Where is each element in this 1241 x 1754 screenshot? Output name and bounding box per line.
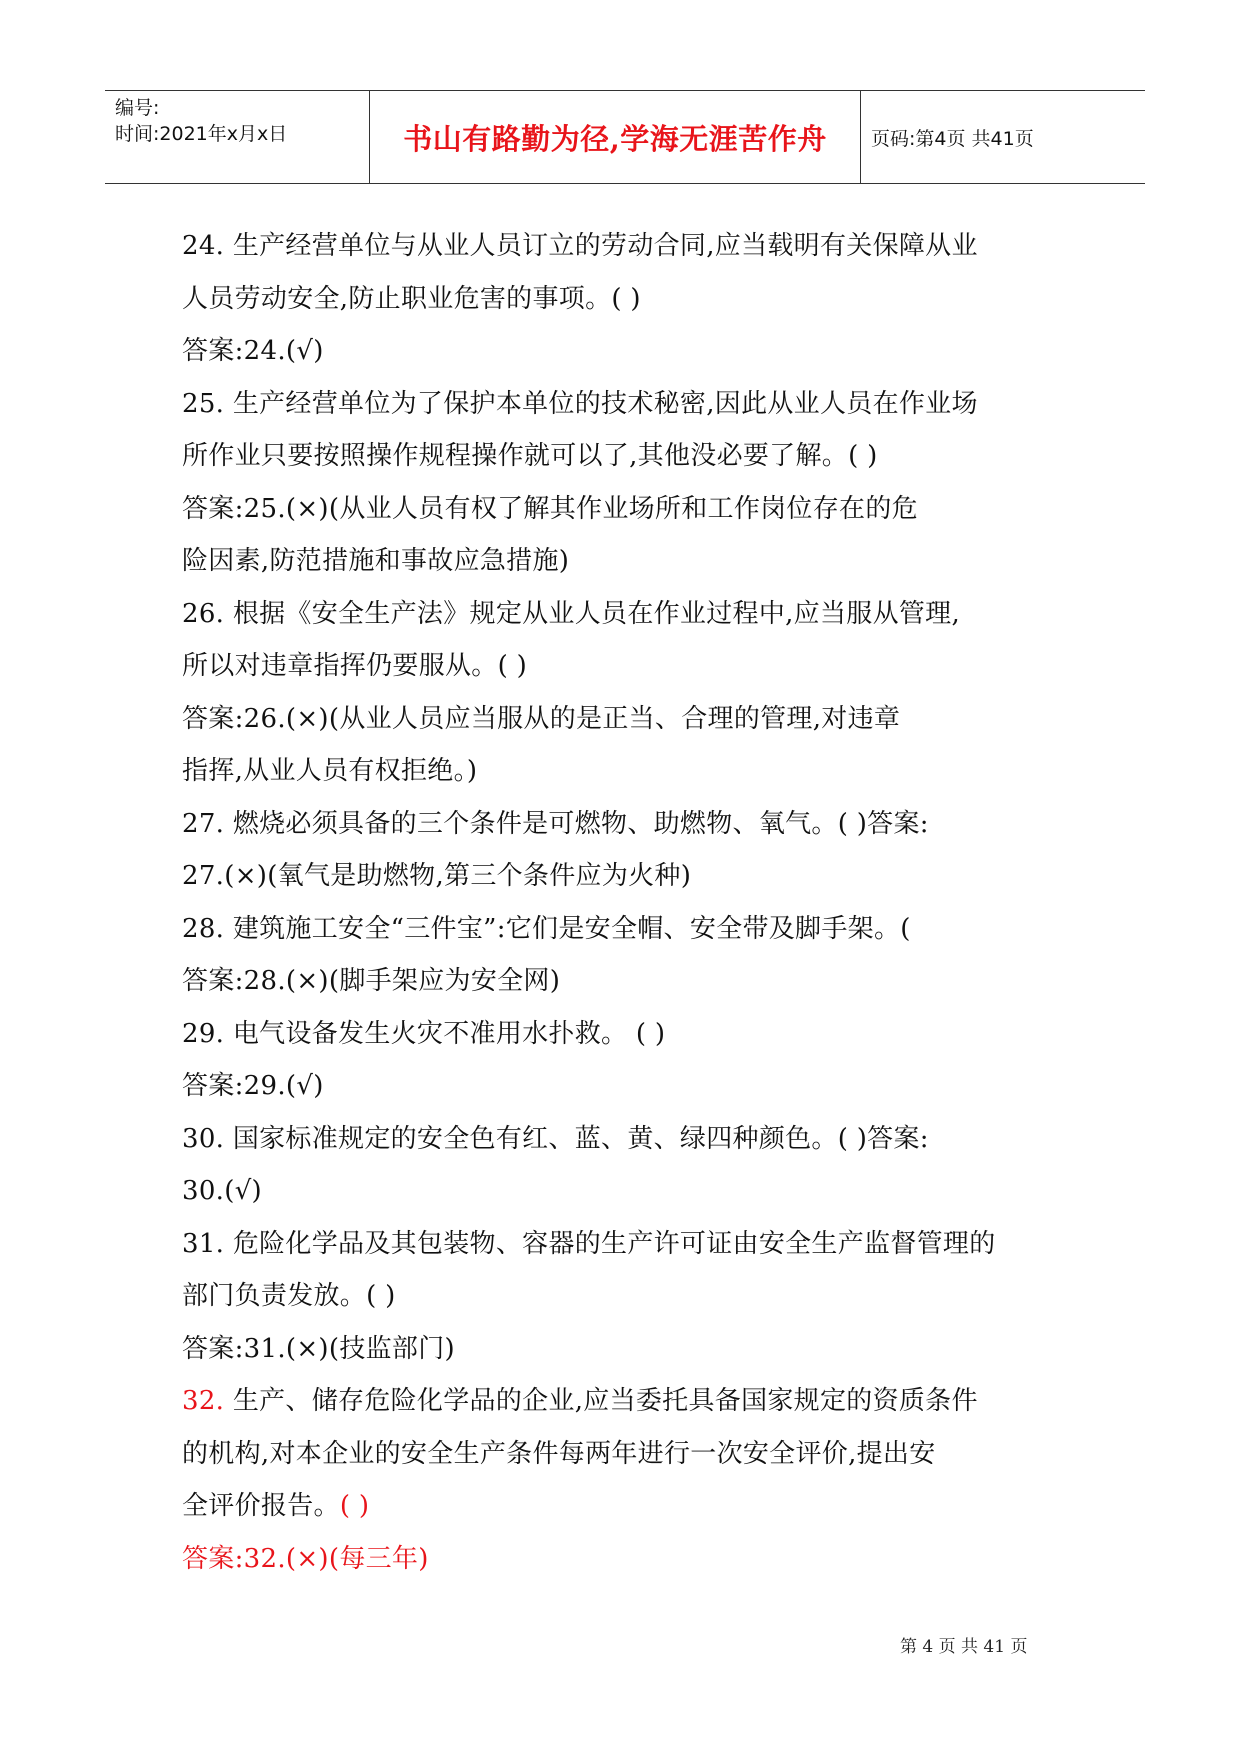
content-line: 24. 生产经营单位与从业人员订立的劳动合同,应当载明有关保障从业 — [182, 231, 978, 261]
answer-line: 指挥,从业人员有权拒绝。) — [182, 756, 478, 786]
content-line: 所作业只要按照操作规程操作就可以了,其他没必要了解。( ) — [182, 441, 878, 471]
header-slogan: 书山有路勤为径,学海无涯苦作舟 — [403, 121, 827, 156]
content-line: 28. 建筑施工安全“三件宝”:它们是安全帽、安全带及脚手架。( — [182, 913, 911, 944]
content-line: 人员劳动安全,防止职业危害的事项。( ) — [182, 283, 641, 314]
answer-line: 答案:28.(×)(脚手架应为安全网) — [182, 966, 561, 996]
content-line: 30. 国家标准规定的安全色有红、蓝、黄、绿四种颜色。( )答案: — [182, 1123, 929, 1154]
content-line: 26. 根据《安全生产法》规定从业人员在作业过程中,应当服从管理, — [182, 598, 961, 629]
answer-line: 答案:24.(√) — [182, 336, 324, 366]
answer-line: 30.(√) — [182, 1176, 263, 1206]
header-page-code: 页码:第4页 共41页 — [871, 127, 1034, 150]
content-line: 29. 电气设备发生火灾不准用水扑救。 ( ) — [182, 1018, 666, 1049]
content-line: 25. 生产经营单位为了保护本单位的技术秘密,因此从业人员在作业场 — [182, 388, 978, 419]
content-line-highlighted: 全评价报告。( ) — [182, 1491, 370, 1521]
header-divider-right — [860, 91, 861, 183]
answer-line: 答案:26.(×)(从业人员应当服从的是正当、合理的管理,对违章 — [182, 703, 901, 734]
content-line: 27. 燃烧必须具备的三个条件是可燃物、助燃物、氧气。( )答案: — [182, 808, 929, 839]
content-line: 部门负责发放。( ) — [182, 1281, 396, 1311]
answer-line-highlighted: 答案:32.(×)(每三年) — [182, 1543, 429, 1574]
header-time-label: 时间:2021年x月x日 — [115, 123, 288, 145]
answer-line: 答案:25.(×)(从业人员有权了解其作业场所和工作岗位存在的危 — [182, 493, 918, 524]
answer-line: 答案:29.(√) — [182, 1071, 324, 1101]
header-meta — [115, 91, 367, 183]
header-number-label: 编号: — [115, 97, 160, 119]
answer-line: 27.(×)(氧气是助燃物,第三个条件应为火种) — [182, 861, 692, 891]
answer-line: 答案:31.(×)(技监部门) — [182, 1333, 455, 1364]
content-line-highlighted: 32. 生产、储存危险化学品的企业,应当委托具备国家规定的资质条件 — [182, 1386, 978, 1416]
answer-line: 险因素,防范措施和事故应急措施) — [182, 546, 570, 576]
content-line: 31. 危险化学品及其包装物、容器的生产许可证由安全生产监督管理的 — [182, 1228, 996, 1259]
content-line: 的机构,对本企业的安全生产条件每两年进行一次安全评价,提出安 — [182, 1438, 936, 1469]
question-list — [182, 220, 1070, 1585]
page-header — [105, 90, 1145, 184]
content-line: 所以对违章指挥仍要服从。( ) — [182, 651, 528, 681]
page-footer: 第 4 页 共 41 页 — [900, 1637, 1028, 1657]
